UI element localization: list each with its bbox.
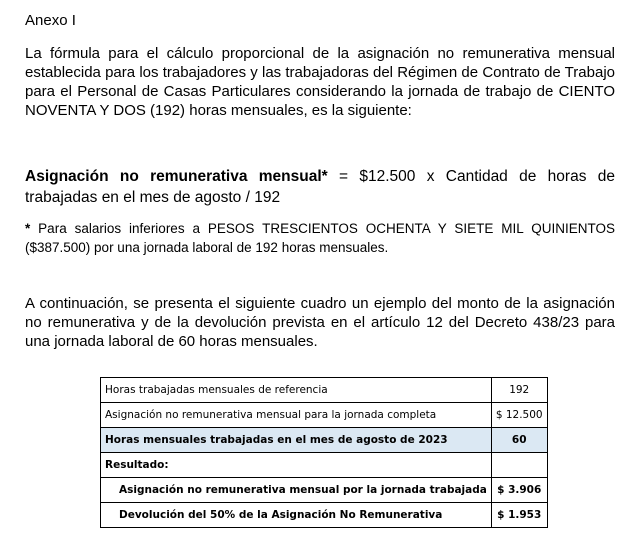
- footnote: [25, 219, 615, 257]
- row-label: Horas mensuales trabajadas en el mes de agosto de 2023: [101, 428, 492, 453]
- table-row: [101, 478, 548, 503]
- table-row-result-header: [101, 453, 548, 478]
- example-paragraph: A continuación, se presenta el siguiente cuadro un ejemplo del monto de la asignación no remunerativa y de la devolución prevista en el artículo 12 del Decreto 438/23 para una jornada laboral de 60 horas mensuales.: [25, 295, 615, 350]
- row-label: Asignación no remunerativa mensual por la jornada trabajada: [101, 478, 492, 503]
- row-value: $ 12.500: [491, 403, 547, 428]
- row-value: 60: [491, 428, 547, 453]
- row-label: Devolución del 50% de la Asignación No Remunerativa: [101, 503, 492, 528]
- footnote-marker: *: [25, 221, 31, 236]
- table-row: [101, 503, 548, 528]
- row-label: Horas trabajadas mensuales de referencia: [101, 378, 492, 403]
- row-label: Resultado:: [101, 453, 492, 478]
- example-table: [100, 377, 548, 528]
- table-row: [101, 403, 548, 428]
- row-value: $ 3.906: [491, 478, 547, 503]
- row-value: $ 1.953: [491, 503, 547, 528]
- intro-paragraph: La fórmula para el cálculo proporcional de la asignación no remunerativa mensual establecida para los trabajadores y las trabajadoras del Régimen de Contrato de Trabajo para el Personal de Casas Particulares considerando la jornada de trabajo de CIENTO NOVENTA Y DOS (192) horas mensuales, es la siguiente:: [25, 45, 615, 119]
- row-label: Asignación no remunerativa mensual para la jornada completa: [101, 403, 492, 428]
- table-row-highlighted: [101, 428, 548, 453]
- row-value: 192: [491, 378, 547, 403]
- row-value: [491, 453, 547, 478]
- annex-title: Anexo I: [25, 12, 76, 29]
- formula-label: Asignación no remunerativa mensual*: [25, 168, 328, 185]
- formula-expression: = $12.500 x Cantidad de horas de trabajadas en el mes de agosto / 192: [25, 168, 615, 206]
- formula: [25, 166, 615, 208]
- footnote-text: Para salarios inferiores a PESOS TRESCIENTOS OCHENTA Y SIETE MIL QUINIENTOS ($387.500) por una jornada laboral de 192 horas mensuales.: [25, 221, 615, 255]
- table-row: [101, 378, 548, 403]
